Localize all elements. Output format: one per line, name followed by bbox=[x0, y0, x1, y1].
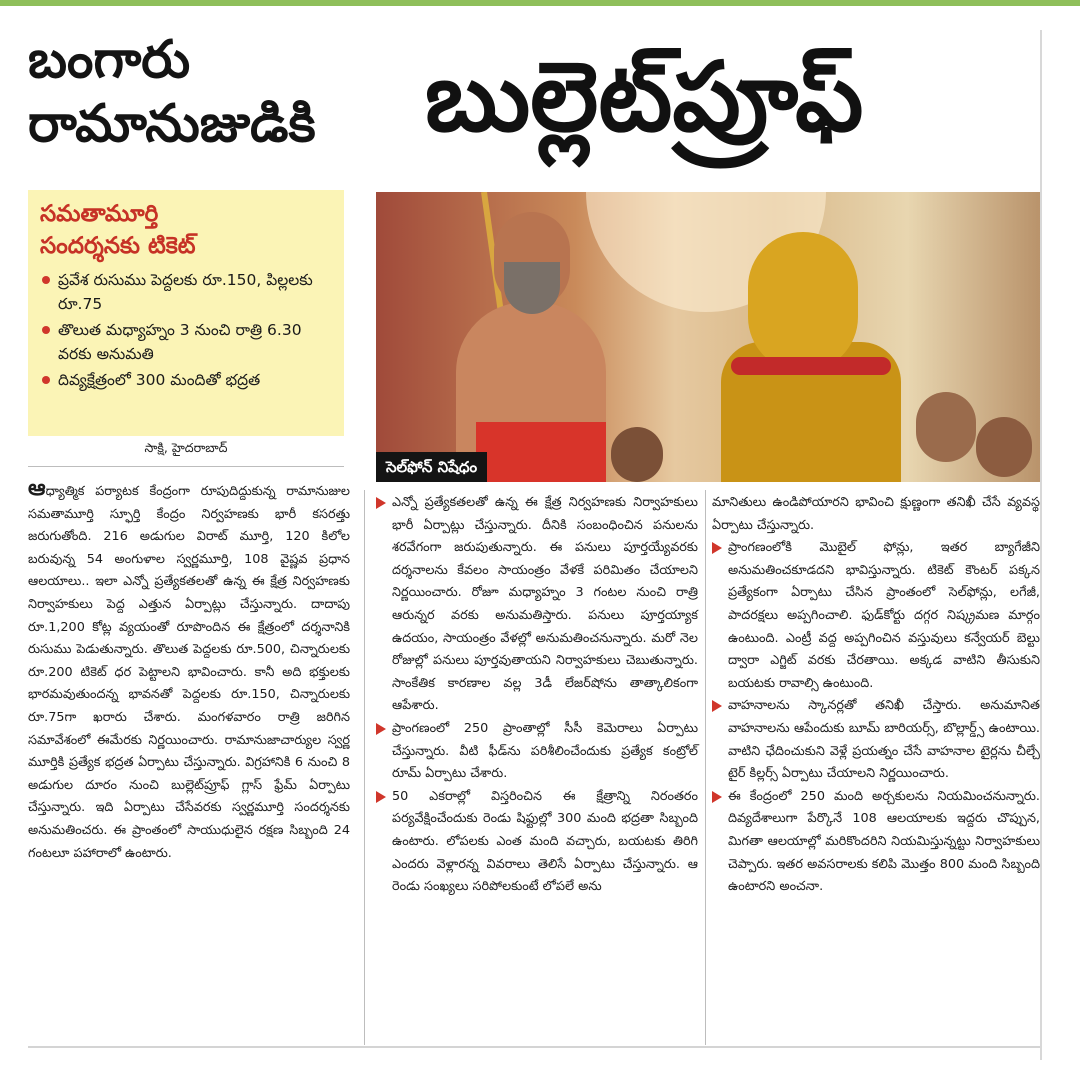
info-box bbox=[28, 190, 344, 436]
arrow-bullet-icon bbox=[376, 723, 386, 735]
arrow-bullet-icon bbox=[376, 791, 386, 803]
byline: సాక్షి, హైదరాబాద్‌ bbox=[144, 440, 228, 455]
article-text: ఈ కేంద్రంలో 250 మంది అర్చకులను నియమించనున్నారు. దివ్యదేశాలుగా పేర్కొనే 108 ఆలయాలకు ఇద్దరు చొప్పున, మిగతా ఆలయాల్లో మరికొందరిని నియమిస్తున్నట్టు నిర్వాహకులు చెప్పారు. ఇతర అవసరాలకు కలిపి మొత్తం 800 మంది సిబ్బంది ఉంటారని అంచనా. bbox=[728, 788, 1040, 895]
info-box-item bbox=[40, 318, 332, 366]
top-accent-line bbox=[0, 0, 1080, 6]
page-edge-rule bbox=[1040, 30, 1042, 1060]
photo-garland bbox=[731, 357, 891, 375]
byline-divider bbox=[28, 466, 344, 467]
article-bullet-item bbox=[376, 786, 698, 899]
bottom-rule bbox=[28, 1046, 1040, 1048]
bullet-dot-icon bbox=[42, 376, 50, 384]
article-bullet-item bbox=[376, 492, 698, 718]
photo-devotee bbox=[611, 427, 663, 482]
article-column-1 bbox=[28, 478, 350, 865]
headline-small-line2: రామానుజుడికి bbox=[28, 94, 316, 154]
news-photo bbox=[376, 192, 1040, 482]
info-box-item-text: ప్రవేశ రుసుము పెద్దలకు రూ.150, పిల్లలకు రూ.75 bbox=[58, 271, 313, 313]
headline-small bbox=[28, 28, 398, 156]
photo-golden-statue-head bbox=[748, 232, 858, 372]
bullet-dot-icon bbox=[42, 326, 50, 334]
bullet-dot-icon bbox=[42, 276, 50, 284]
article-bullet-item bbox=[376, 718, 698, 786]
info-box-item-text: దివ్యక్షేత్రంలో 300 మందితో భద్రత bbox=[58, 371, 261, 389]
arrow-bullet-icon bbox=[712, 700, 722, 712]
article-column-3 bbox=[712, 492, 1040, 899]
article-column-2 bbox=[376, 492, 698, 899]
arrow-bullet-icon bbox=[376, 497, 386, 509]
info-box-title-line1: సమతామూర్తి bbox=[40, 201, 159, 227]
info-box-title-line2: సందర్శనకు టికెట్ bbox=[40, 233, 196, 259]
article-text: ప్రాంగణంలోకి మొబైల్‌ ఫోన్లు, ఇతర బ్యాగేజీని అనుమతించకూడదని భావిస్తున్నారు. టికెట్‌ కౌంటర్‌ పక్కన ప్రత్యేకంగా ఏర్పాటు చేసిన ప్రాంతంలో సెల్‌ఫోన్లు, లగేజీ, పాదరక్షలు అప్పగించాలి. ఫుడ్‌కోర్టు దగ్గర నిష్క్రమణ మార్గం ఉంటుంది. ఎంట్రీ వద్ద అప్పగించిన వస్తువులు కన్వేయర్‌ బెల్టు ద్వారా ఎగ్జిట్‌ వరకు చేరతాయి. అక్కడ వాటిని తీసుకుని బయటకు రావాల్సి ఉంటుంది. bbox=[728, 540, 1040, 691]
article-text: వాహనాలను స్కానర్లతో తనిఖీ చేస్తారు. అనుమానిత వాహనాలను ఆపేందుకు బూమ్‌ బారియర్స్, బొల్లార్డ్స్‌ ఉంటాయి. వాటిని ఛేదించుకుని వెళ్లే ప్రయత్నం చేసే వాహనాల టైర్లను చీల్చే టైర్‌ కిల్లర్స్‌ ఏర్పాటు చేయాలని నిర్ణయించారు. bbox=[728, 698, 1040, 782]
info-box-item bbox=[40, 368, 332, 392]
info-box-item-text: తొలుత మధ్యాహ్నం 3 నుంచి రాత్రి 6.30 వరకు అనుమతి bbox=[58, 321, 302, 363]
photo-caption: సెల్‌ఫోన్‌ నిషేధం bbox=[376, 452, 487, 482]
photo-priest-robe bbox=[476, 422, 606, 482]
article-bullet-item bbox=[712, 786, 1040, 899]
info-box-item bbox=[40, 268, 332, 316]
arrow-bullet-icon bbox=[712, 542, 722, 554]
article-text: ధ్యాత్మిక పర్యాటక కేంద్రంగా రూపుదిద్దుకున్న రామానుజుల సమతామూర్తి స్ఫూర్తి కేంద్రం నిర్వహణకు భారీ కసరత్తు జరుగుతోంది. 216 అడుగుల విరాట్‌ మూర్తి, 120 కిలోల బరువున్న 54 అంగుళాల స్వర్ణమూర్తి, 108 వైష్ణవ ప్రధాన ఆలయాలు.. ఇలా ఎన్నో ప్రత్యేకతలతో ఉన్న ఈ క్షేత్ర నిర్వహణకు నిర్వాహకులు పెద్ద ఎత్తున ఏర్పాట్లు చేస్తున్నారు. దాదాపు రూ.1,200 కోట్ల వ్యయంతో రూపొందిన ఈ క్షేత్రంలో దర్శనానికి రుసుము పెడుతున్నారు. తొలుత పెద్దలకు రూ.500, చిన్నారులకు రూ.200 టికెట్‌ ధర పెట్టాలని భావించారు. కానీ అది భక్తులకు భారమవుతుందన్న భావనతో పెద్దలకు రూ.150, చిన్నారులకు రూ.75గా ఖరారు చేశారు. మంగళవారం రాత్రి జరిగిన సమావేశంలో ఈమేరకు నిర్ణయించారు. రామానుజాచార్యుల స్వర్ణ మూర్తికి ప్రత్యేక భద్రత ఏర్పాటు చేస్తున్నారు. విగ్రహానికి 6 నుంచి 8 అడుగుల దూరం నుంచి బుల్లెట్‌ప్రూఫ్‌ గ్లాస్‌ ఫ్రేమ్‌ ఏర్పాటు చేస్తున్నారు. ఇది ఏర్పాటు చేసేవరకు స్వర్ణమూర్తి సందర్శనకు అనుమతించరు. ఈ ప్రాంతంలో సాయుధులైన రక్షణ సిబ్బంది 24 గంటలూ పహారాలో ఉంటారు. bbox=[28, 484, 350, 861]
article-text: ప్రాంగణంలో 250 ప్రాంతాల్లో సీసీ కెమెరాలు ఏర్పాటు చేస్తున్నారు. వీటి ఫీడ్‌ను పరిశీలించేందుకు ప్రత్యేక కంట్రోల్‌ రూమ్‌ ఏర్పాటు చేశారు. bbox=[392, 720, 698, 782]
drop-letter: ఆ bbox=[28, 476, 46, 501]
info-box-list bbox=[40, 268, 332, 392]
photo-devotee bbox=[976, 417, 1032, 477]
column-divider bbox=[364, 490, 365, 1045]
column-divider bbox=[705, 490, 706, 1045]
article-text: 50 ఎకరాల్లో విస్తరించిన ఈ క్షేత్రాన్ని నిరంతరం పర్యవేక్షించేందుకు రెండు షిఫ్టుల్లో 300 మంది భద్రతా సిబ్బంది ఉంటారు. లోపలకు ఎంత మంది వచ్చారు, బయటకు తిరిగి ఎందరు వెళ్లారన్న వివరాలు తెలిసే ఏర్పాటు చేస్తున్నారు. ఆ రెండు సంఖ్యలు సరిపోలకుంటే లోపలే అను bbox=[392, 788, 698, 895]
headline-small-line1: బంగారు bbox=[28, 30, 191, 90]
headline-main: బుల్లెట్‌ప్రూఫ్ bbox=[425, 41, 864, 153]
arrow-bullet-icon bbox=[712, 791, 722, 803]
article-paragraph: మానితులు ఉండిపోయారని భావించి క్షుణ్ణంగా తనిఖీ చేసే వ్యవస్థ ఏర్పాటు చేస్తున్నారు. bbox=[712, 495, 1040, 533]
article-paragraph bbox=[28, 478, 350, 865]
article-bullet-item bbox=[712, 537, 1040, 695]
photo-devotee bbox=[916, 392, 976, 462]
article-text: ఎన్నో ప్రత్యేకతలతో ఉన్న ఈ క్షేత్ర నిర్వహణకు నిర్వాహకులు భారీ ఏర్పాట్లు చేస్తున్నారు. దీనికి సంబంధించిన పనులను శరవేగంగా జరుపుతున్నారు. ఈ పనులు పూర్తయ్యేవరకు దర్శనాలను కేవలం సాయంత్రం వేళకే పరిమితం చేయాలని నిర్ణయించారు. రోజూ మధ్యాహ్నం 3 గంటల నుంచి రాత్రి ఆరున్నర వరకు అనుమతిస్తారు. పనులు పూర్తయ్యాక ఉదయం, సాయంత్రం వేళల్లో అనుమతించనున్నారు. మరో నెల రోజుల్లో పనులు పూర్తవుతాయని నిర్వాహకులు చెబుతున్నారు. సాంకేతిక కారణాల వల్ల 3డీ లేజర్‌షోను తాత్కాలికంగా ఆపేశారు. bbox=[392, 495, 698, 714]
article-bullet-item bbox=[712, 695, 1040, 785]
